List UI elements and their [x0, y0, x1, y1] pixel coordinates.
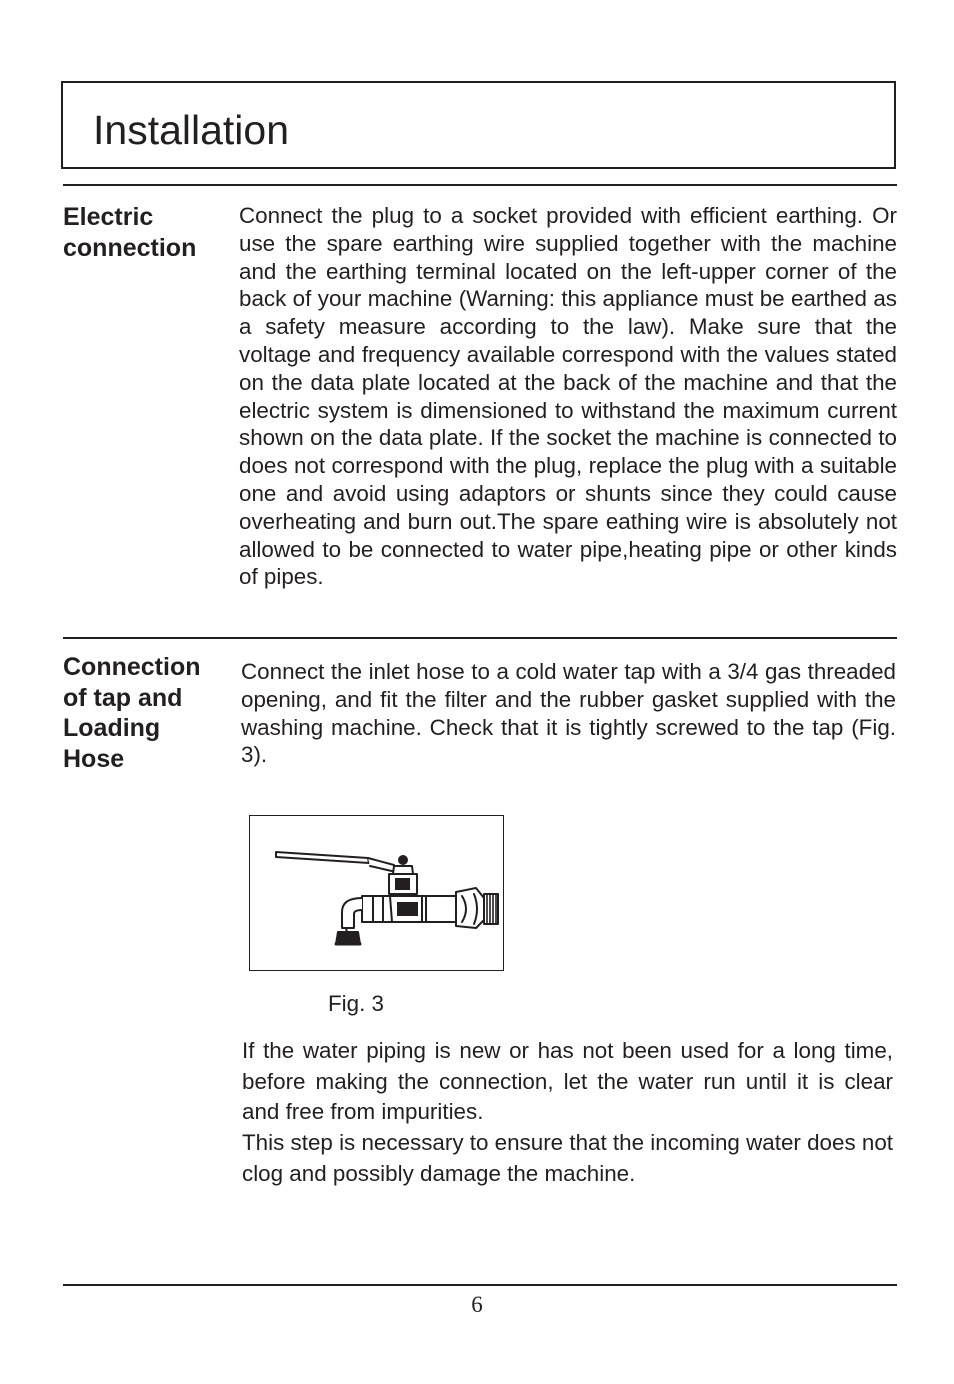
section-heading-electric: Electric connection: [63, 203, 197, 262]
water-tap-illustration-icon: [250, 816, 503, 970]
section-heading-tap: Connection of tap and Loading Hose: [63, 653, 201, 773]
figure-box: [249, 815, 504, 971]
section-divider-top: [63, 184, 897, 186]
note-prevent-clogging: This step is necessary to ensure that the incoming water does not clog and possibly damage the machine.: [242, 1130, 893, 1186]
note-flush-piping: If the water piping is new or has not been used for a long time, before making the connection, let the water run until it is clear and free from impurities.: [242, 1038, 893, 1125]
section-divider-middle: [63, 637, 897, 639]
figure-caption: Fig. 3: [328, 991, 384, 1016]
title-box: [61, 81, 896, 169]
page-title: Installation: [93, 107, 290, 153]
section-text-electric: Connect the plug to a socket provided with efficient earthing. Or use the spare earthing wire supplied together with the machine and the earthing terminal located on the left-upper corner of the back of your machine (Warning: this appliance must be earthed as a safety measure according to the law). Make sure that the voltage and frequency available correspond with the values stated on the data plate located at the back of the machine and that the electric system is dimensioned to withstand the maximum current shown on the data plate. If the socket the machine is connected to does not correspond with the plug, replace the plug with a suitable one and avoid using adaptors or shunts since they could cause overheating and burn out.The spare eathing wire is absolutely not allowed to be connected to water pipe,heating pipe or other kinds of pipes.: [239, 203, 897, 590]
section-text-tap: Connect the inlet hose to a cold water tap with a 3/4 gas threaded opening, and fit the filter and the rubber gasket supplied with the washing machine. Check that it is tightly screwed to the tap (Fig. 3).: [241, 659, 896, 768]
footer-divider: [63, 1284, 897, 1286]
page-number: 6: [471, 1292, 483, 1317]
